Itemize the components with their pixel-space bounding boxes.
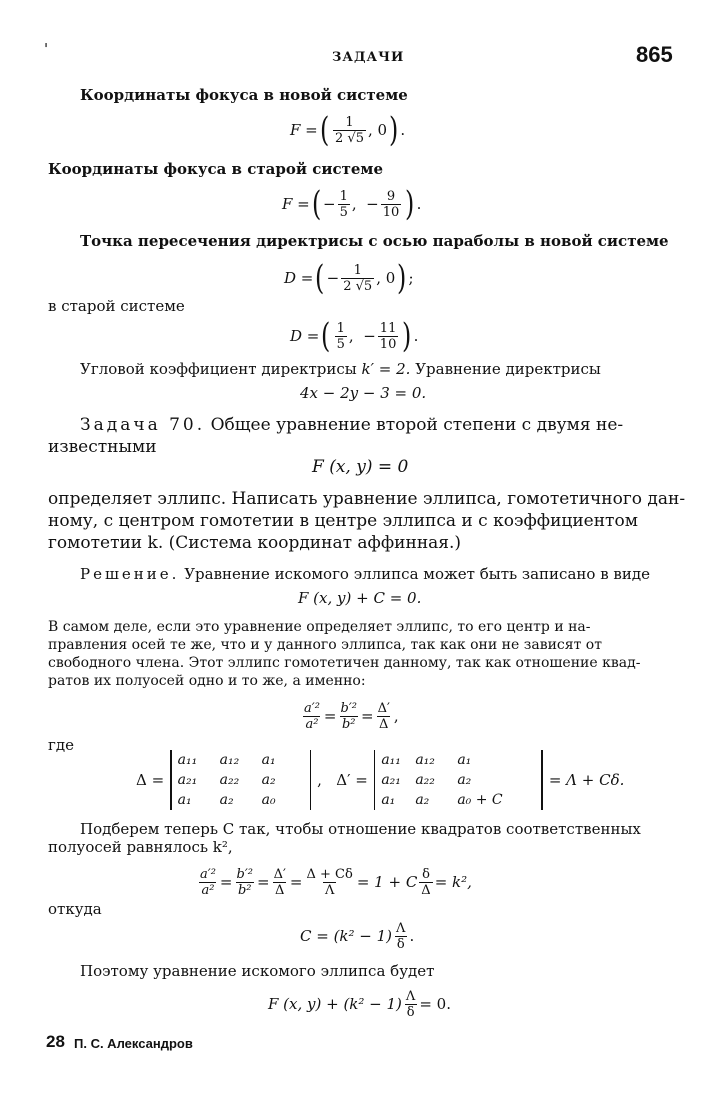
matrix-entry: a₀ (261, 792, 276, 808)
matrix-entry: a₂ (415, 792, 430, 808)
matrix-entry: a₁ (261, 752, 276, 768)
formula-determinants: Δ = a₁₁ a₁₂ a₁ a₂₁ a₂₂ a₂ a₁ a₂ a₀ , Δ′ = a₁₁ a₁₂ a₁ a₂₁ a₂₂ a₂ a₁ a₂ a₀ + C = Λ + Cδ. (136, 752, 625, 808)
formula-lhs: F = (290, 121, 318, 139)
paragraph-focus-new: Координаты фокуса в новой системе (80, 86, 408, 104)
determinant-matrix (178, 752, 304, 808)
matrix-entry: a₂₂ (219, 772, 240, 788)
matrix-entry: a₁₁ (177, 752, 198, 768)
matrix-entry: a₂₁ (381, 772, 401, 788)
paragraph-slope: Угловой коэффициент директрисы k′ = 2. Уравнение директрисы (80, 360, 601, 378)
running-title: ЗАДАЧИ (332, 50, 405, 65)
matrix-entry: a₁ (457, 752, 472, 768)
task-label: Задача 70. (80, 415, 206, 435)
task-70-line1: Задача 70. Общее уравнение второй степени с двумя не- (80, 415, 624, 435)
matrix-entry: a₁ (177, 792, 192, 808)
formula-C: C = (k² − 1) $\frac{\Lambda}{\delta}$ . (300, 920, 415, 952)
margin-mark: ' (44, 40, 49, 58)
paragraph-line: Подберем теперь C так, чтобы отношение квадратов соответственных (80, 820, 641, 838)
matrix-entry: a₂ (457, 772, 472, 788)
paragraph-line: правления осей те же, что и у данного эллипса, так как они не зависят от (48, 637, 602, 653)
page-number: 865 (636, 42, 673, 67)
paragraph-old-system: в старой системе (48, 297, 185, 315)
fraction: $\frac{9}{10}$ (382, 188, 400, 220)
whence-label: откуда (48, 900, 102, 918)
formula-F-old: F = ( − $\frac{1}{5}$ , − $\frac{9}{10}$ ) . (282, 184, 422, 224)
task-70-line4: ному, с центром гомотетии в центре эллипса и с коэффициентом (48, 511, 638, 531)
matrix-entry: a₁₂ (219, 752, 240, 768)
paragraph-line: Поэтому уравнение искомого эллипса будет (80, 962, 435, 980)
footer-author: П. С. Александров (74, 1036, 193, 1051)
matrix-entry: a₁ (381, 792, 396, 808)
solution-line: Решение. Уравнение искомого эллипса может быть записано в виде (80, 565, 650, 583)
fraction: $\frac{1}{2 √5}$ (335, 114, 364, 146)
paragraph-line: свободного члена. Этот эллипс гомотетичен данному, так как отношение квад- (48, 655, 641, 671)
matrix-entry: a₂ (219, 792, 234, 808)
fraction: $\frac{11}{10}$ (379, 320, 397, 352)
matrix-entry: a₁₁ (381, 752, 401, 768)
where-label: где (48, 736, 74, 754)
fraction: $\frac{1}{2 √5}$ (343, 262, 373, 294)
paragraph-directrix-point: Точка пересечения директрисы с осью параболы в новой системе (80, 232, 669, 250)
formula-D-old: D = ( $\frac{1}{5}$ , − $\frac{11}{10}$ ) . (290, 316, 419, 356)
matrix-entry: a₀ + C (457, 792, 503, 808)
formula-chain: $\frac{\text{a′²}}{\text{a²}}$ = $\frac{\text{b′²}}{\text{b²}}$ = $\frac{\Delta'}{\Delta}$ = $\frac{\Delta + C\delta}{\Lambda}$ = 1 + C $\frac{\delta}{\Delta}$ = k², (200, 866, 472, 898)
matrix-entry: a₂₁ (177, 772, 198, 788)
determinant-matrix-prime (381, 752, 517, 808)
paragraph-line: В самом деле, если это уравнение определяет эллипс, то его центр и на- (48, 619, 591, 635)
task-70-line5: гомотетии k. (Система координат аффинная.) (48, 533, 462, 553)
fraction: $\frac{1}{5}$ (339, 188, 348, 220)
task-70-line2: известными (48, 437, 157, 457)
formula-general: F (x, y) = 0 (312, 457, 409, 477)
paragraph-focus-old: Координаты фокуса в старой системе (48, 160, 383, 178)
solution-label: Решение. (80, 565, 180, 583)
paragraph-line: ратов их полуосей одно и то же, а именно: (48, 673, 366, 689)
task-70-line3: определяет эллипс. Написать уравнение эллипса, гомотетичного дан- (48, 489, 686, 509)
formula-directrix: 4x − 2y − 3 = 0. (300, 384, 427, 402)
formula-final: F (x, y) + (k² − 1) $\frac{\Lambda}{\delta}$ = 0. (268, 988, 451, 1020)
paragraph-line: полуосей равнялось k², (48, 838, 233, 856)
matrix-entry: a₂₂ (415, 772, 435, 788)
matrix-entry: a₁₂ (415, 752, 435, 768)
formula-F-new: F = ( $\frac{1}{2 √5}$ , 0 ) . (290, 110, 406, 150)
fraction: $\frac{1}{5}$ (336, 320, 345, 352)
formula-D-new: D = ( − $\frac{1}{2 √5}$ , 0 ) ; (284, 258, 414, 298)
formula-solution: F (x, y) + C = 0. (298, 589, 422, 607)
formula-ratio: $\frac{\text{a′²}}{\text{a²}}$ = $\frac{\text{b′²}}{\text{b²}}$ = $\frac{\Delta'}{\Delta}$ , (304, 700, 399, 732)
signature-number: 28 (46, 1032, 65, 1051)
matrix-entry: a₂ (261, 772, 276, 788)
